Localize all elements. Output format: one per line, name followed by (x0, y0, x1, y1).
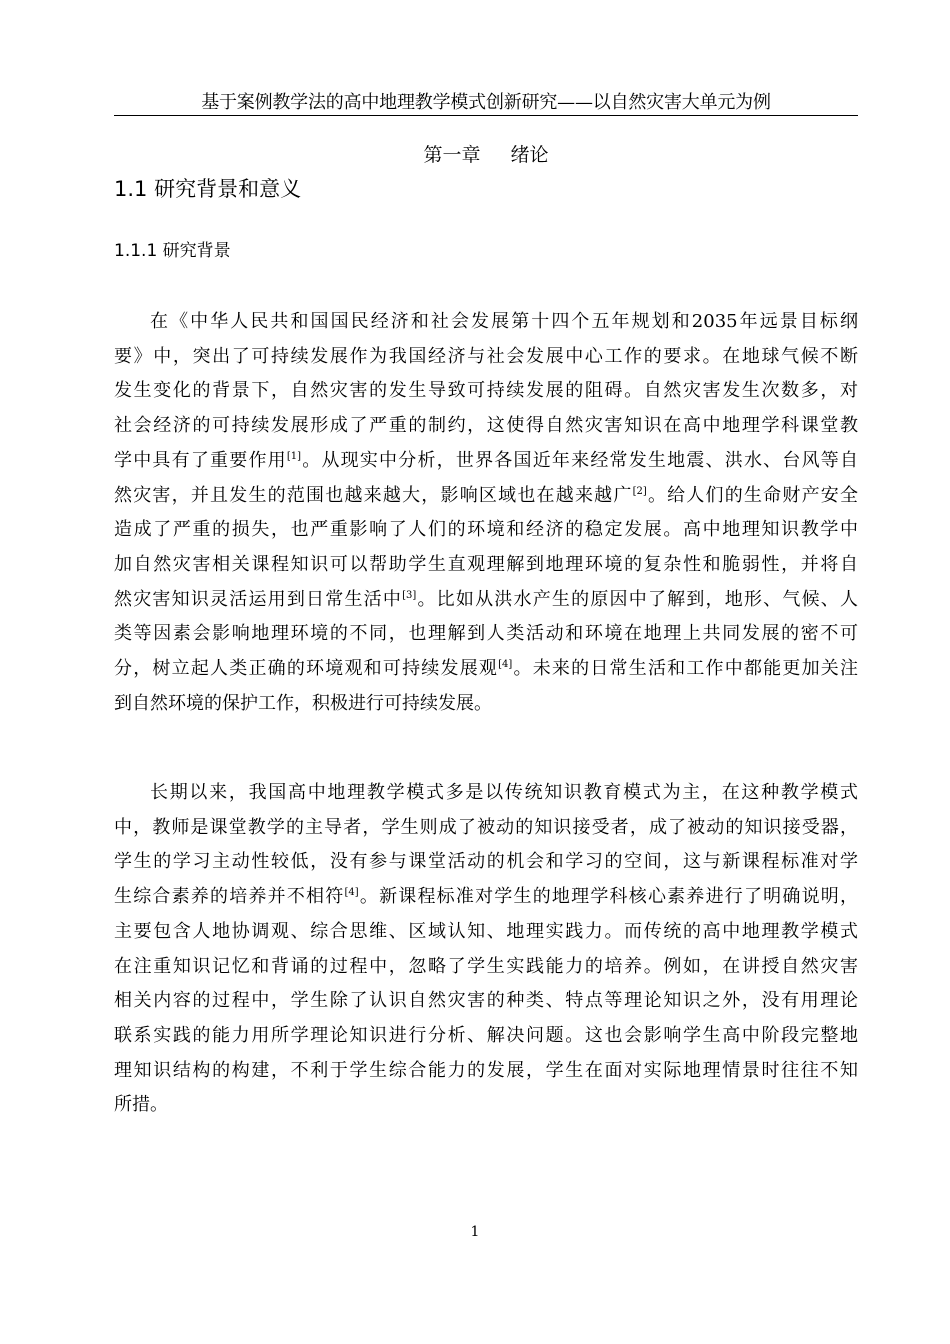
text-line (114, 652, 858, 687)
text-line (114, 583, 858, 618)
chapter-number: 第一章 (423, 144, 481, 166)
chapter-title: 绪论 (510, 144, 549, 166)
text-line: 要》中，突出了可持续发展作为我国经济与社会发展中心工作的要求。在地球气候不断 (114, 345, 858, 367)
citation-ref: [2] (632, 485, 647, 497)
citation-ref: [4] (498, 659, 513, 671)
text-line (114, 880, 858, 915)
text-line: 到自然环境的保护工作，积极进行可持续发展。 (114, 692, 492, 714)
paragraph-2 (114, 776, 858, 1123)
text-line: 社会经济的可持续发展形成了严重的制约，这使得自然灾害知识在高中地理学科课堂教 (114, 415, 858, 437)
text-line: 联系实践的能力用所学理论知识进行分析、解决问题。这也会影响学生高中阶段完整地 (114, 1024, 858, 1046)
text-line: 加自然灾害相关课程知识可以帮助学生直观理解到地理环境的复杂性和脆弱性，并将自 (114, 553, 858, 575)
subsection-heading: 1.1.1 研究背景 (114, 241, 231, 261)
text-segment: 。新课程标准对学生的地理学科核心素养进行了明确说明， (358, 886, 859, 908)
text-segment: 然灾害，并且发生的范围也越来越大，影响区域也在越来越广 (114, 484, 633, 506)
text-line: 相关内容的过程中，学生除了认识自然灾害的种类、特点等理论知识之外，没有用理论 (114, 990, 858, 1012)
page-number: 1 (470, 1224, 480, 1240)
text-segment: 生综合素养的培养并不相符 (114, 886, 345, 908)
text-line (114, 479, 858, 514)
text-segment: 分，树立起人类正确的环境观和可持续发展观 (114, 658, 499, 680)
header-rule (114, 115, 858, 116)
section-heading: 1.1 研究背景和意义 (114, 177, 302, 201)
text-segment: 。给人们的生命财产安全 (646, 484, 858, 506)
text-line: 学生的学习主动性较低，没有参与课堂活动的机会和学习的空间，这与新课程标准对学 (114, 851, 858, 873)
text-line: 在《中华人民共和国国民经济和社会发展第十四个五年规划和2035年远景目标纲 (150, 311, 858, 332)
citation-ref: [3] (402, 589, 417, 601)
text-line: 长期以来，我国高中地理教学模式多是以传统知识教育模式为主，在这种教学模式 (150, 782, 858, 803)
text-line (114, 444, 858, 479)
citation-ref: [4] (344, 887, 359, 899)
text-line: 发生变化的背景下，自然灾害的发生导致可持续发展的阻碍。自然灾害发生次数多，对 (114, 380, 858, 402)
text-line: 在注重知识记忆和背诵的过程中，忽略了学生实践能力的培养。例如，在讲授自然灾害 (114, 955, 858, 977)
text-line: 主要包含人地协调观、综合思维、区域认知、地理实践力。而传统的高中地理教学模式 (114, 920, 858, 942)
text-line: 造成了严重的损失，也严重影响了人们的环境和经济的稳定发展。高中地理知识教学中 (114, 519, 858, 541)
text-line: 类等因素会影响地理环境的不同，也理解到人类活动和环境在地理上共同发展的密不可 (114, 623, 858, 645)
text-segment: 。从现实中分析，世界各国近年来经常发生地震、洪水、台风等自 (301, 449, 859, 471)
running-header-title: 基于案例教学法的高中地理教学模式创新研究——以自然灾害大单元为例 (201, 92, 771, 113)
text-segment: 学中具有了重要作用 (114, 449, 287, 471)
chapter-heading (114, 142, 858, 168)
text-line: 中，教师是课堂教学的主导者，学生则成了被动的知识接受者，成了被动的知识接受器， (114, 816, 858, 838)
text-segment: 。比如从洪水产生的原因中了解到，地形、气候、人 (416, 588, 859, 610)
text-segment: 然灾害知识灵活运用到日常生活中 (114, 588, 403, 610)
text-line: 理知识结构的构建，不利于学生综合能力的发展，学生在面对实际地理情景时往往不知 (114, 1059, 858, 1081)
citation-ref: [1] (286, 450, 302, 462)
text-segment: 。未来的日常生活和工作中都能更加关注 (512, 658, 859, 680)
paragraph-1 (114, 305, 858, 721)
text-line: 所措。 (114, 1094, 168, 1116)
